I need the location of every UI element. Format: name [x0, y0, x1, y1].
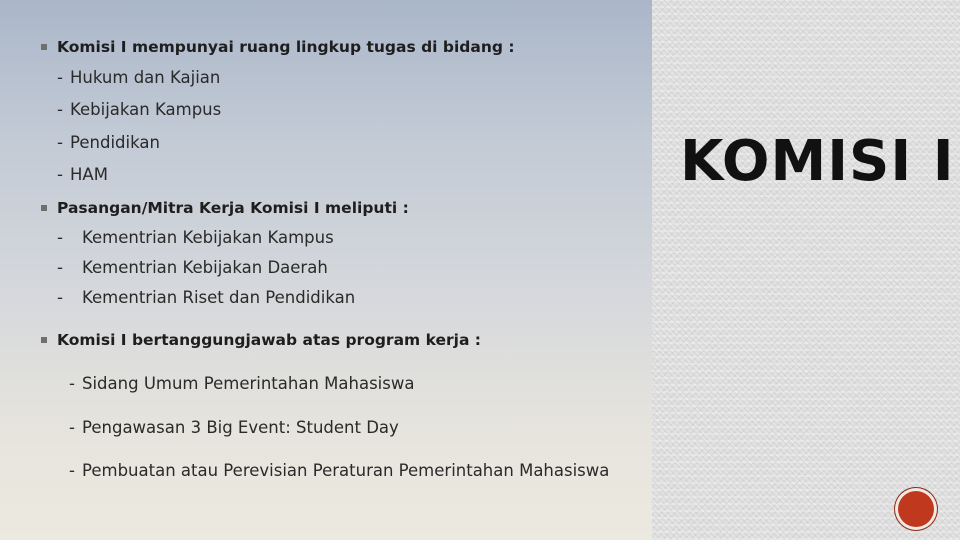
- slide-title: KOMISI I: [680, 129, 955, 194]
- dash-marker: -: [69, 374, 75, 393]
- dash-marker: -: [69, 461, 75, 480]
- section-heading-programs: Komisi I bertanggungjawab atas program kerja :: [57, 331, 482, 349]
- dash-marker: -: [69, 418, 75, 437]
- program-item: Pengawasan 3 Big Event: Student Day: [82, 418, 399, 437]
- program-item: Pembuatan atau Perevisian Peraturan Pemerintahan Mahasiswa: [82, 461, 610, 480]
- corner-circle-badge-icon: [898, 491, 934, 527]
- dash-marker: -: [57, 288, 63, 307]
- dash-marker: -: [57, 68, 63, 87]
- scope-item: Kebijakan Kampus: [70, 100, 222, 119]
- dash-marker: -: [57, 133, 63, 152]
- dash-marker: -: [57, 258, 63, 277]
- scope-item: Hukum dan Kajian: [70, 68, 221, 87]
- scope-item: HAM: [70, 165, 108, 184]
- dash-marker: -: [57, 228, 63, 247]
- scope-item: Pendidikan: [70, 133, 160, 152]
- partner-item: Kementrian Kebijakan Daerah: [82, 258, 328, 277]
- program-item: Sidang Umum Pemerintahan Mahasiswa: [82, 374, 415, 393]
- bullet-square-icon: [41, 205, 47, 211]
- partner-item: Kementrian Riset dan Pendidikan: [82, 288, 356, 307]
- dash-marker: -: [57, 100, 63, 119]
- bullet-square-icon: [41, 337, 47, 343]
- partner-item: Kementrian Kebijakan Kampus: [82, 228, 334, 247]
- dash-marker: -: [57, 165, 63, 184]
- section-heading-scope: Komisi I mempunyai ruang lingkup tugas di bidang :: [57, 38, 515, 56]
- title-panel: [652, 0, 960, 540]
- bullet-square-icon: [41, 44, 47, 50]
- section-heading-partners: Pasangan/Mitra Kerja Komisi I meliputi :: [57, 199, 409, 217]
